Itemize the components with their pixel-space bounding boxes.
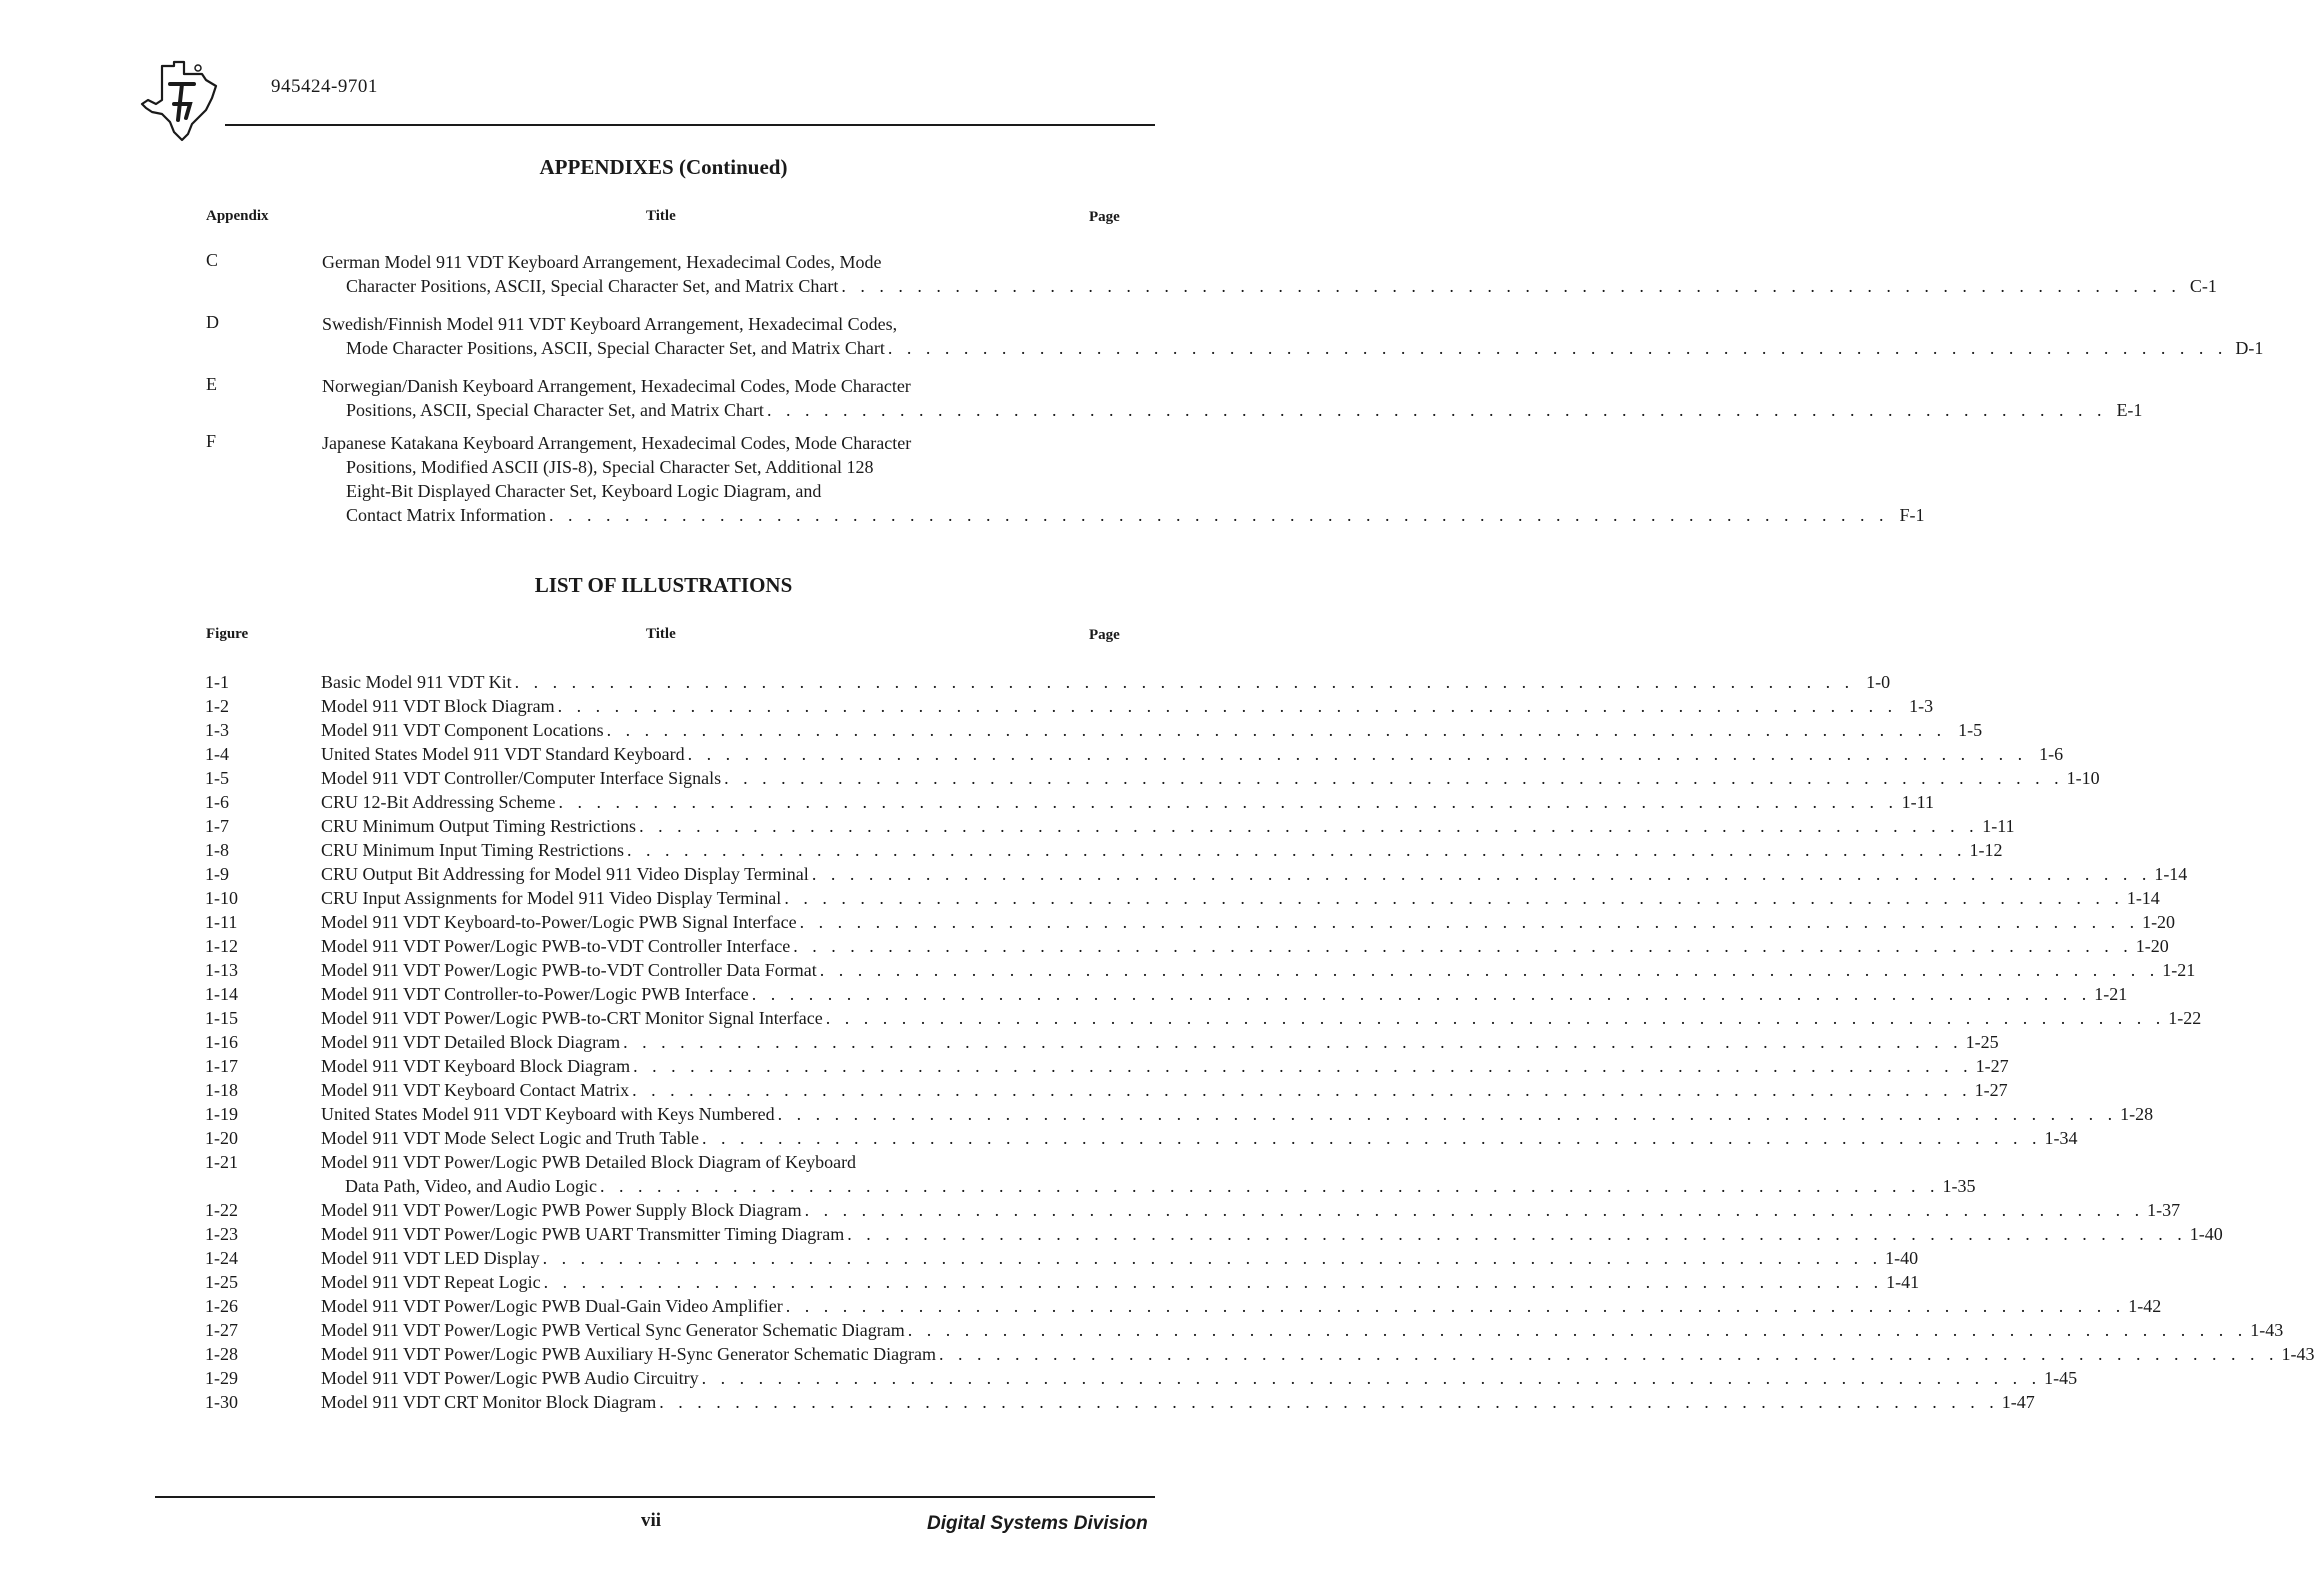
entry-title-line — [321, 766, 2100, 790]
entry-title-text: CRU Minimum Input Timing Restrictions — [321, 840, 625, 860]
figure-entry — [0, 742, 2064, 766]
dot-leader: . . . . . . . . . . . . . . . . . . . . . . . . . . . . . . . . . . . . . . . . . . . . . . . . . . . . . . . . . . . . . . . . . . . . . . . — [793, 936, 2133, 956]
entry-page-number: C-1 — [2189, 276, 2217, 296]
figure-entry — [0, 1390, 2035, 1414]
figure-column-header: Figure — [206, 626, 249, 642]
entry-title-line — [321, 934, 2169, 958]
entry-page-number: 1-20 — [2142, 912, 2176, 932]
page-column-header: Page — [1089, 209, 1120, 225]
figure-number: 1-13 — [205, 960, 238, 980]
figure-entry — [0, 1078, 2008, 1102]
figure-number: 1-26 — [205, 1296, 238, 1316]
figure-entry — [0, 1318, 2284, 1342]
dot-leader: . . . . . . . . . . . . . . . . . . . . . . . . . . . . . . . . . . . . . . . . . . . . . . . . . . . . . . . . . . . . . . . . . . . . . . . — [558, 792, 1898, 812]
entry-title-line — [321, 1270, 1920, 1294]
figure-number: 1-12 — [205, 936, 238, 956]
entry-title-line — [321, 1150, 1120, 1174]
entry-title-text: Model 911 VDT Power/Logic PWB Vertical Sync Generator Schematic Diagram — [321, 1320, 905, 1340]
entry-page-number: D-1 — [2235, 338, 2264, 358]
entry-page-number: F-1 — [1899, 505, 1925, 525]
figure-entry — [0, 1294, 2162, 1318]
entry-title-text: Model 911 VDT Power/Logic PWB Dual-Gain Video Amplifier — [321, 1296, 783, 1316]
entry-title-text: Model 911 VDT Mode Select Logic and Truth Table — [321, 1128, 700, 1148]
entry-title-text: Model 911 VDT Power/Logic PWB-to-VDT Controller Data Format — [321, 960, 817, 980]
entry-title-line — [321, 1294, 2162, 1318]
entry-title-line — [321, 670, 1891, 694]
dot-leader: . . . . . . . . . . . . . . . . . . . . . . . . . . . . . . . . . . . . . . . . . . . . . . . . . . . . . . . . . . . . . . . . . . . . . . . — [785, 1296, 2126, 1316]
entry-page-number: 1-40 — [2189, 1224, 2223, 1244]
entry-title-text: Model 911 VDT Power/Logic PWB Audio Circuitry — [321, 1368, 699, 1388]
entry-title-text: Japanese Katakana Keyboard Arrangement, Hexadecimal Codes, Mode Character — [322, 433, 912, 453]
entry-title-text: Model 911 VDT Power/Logic PWB Detailed Block Diagram of Keyboard — [321, 1152, 857, 1172]
figure-entry — [0, 1366, 2078, 1390]
entry-title-line — [321, 1246, 1919, 1270]
illustration-page-column-header: Page — [1089, 627, 1120, 643]
figure-number: 1-16 — [205, 1032, 238, 1052]
entry-title-line — [321, 718, 1983, 742]
entry-title-line — [346, 398, 2143, 422]
entry-title-line — [321, 958, 2196, 982]
appendix-letter: D — [206, 312, 219, 332]
figure-number: 1-17 — [205, 1056, 238, 1076]
division-name: Digital Systems Division — [927, 1513, 1148, 1534]
entry-title-line — [322, 312, 1120, 336]
entry-title-text: Positions, Modified ASCII (JIS-8), Special Character Set, Additional 128 — [346, 457, 874, 477]
figure-entry — [0, 862, 2188, 886]
entry-page-number: 1-43 — [2281, 1344, 2315, 1364]
entry-title-line — [346, 503, 1925, 527]
entry-page-number: 1-20 — [2135, 936, 2169, 956]
entry-title-text: Model 911 VDT CRT Monitor Block Diagram — [321, 1392, 657, 1412]
entry-title-line — [321, 1126, 2078, 1150]
figure-number: 1-27 — [205, 1320, 238, 1340]
header-divider — [225, 124, 1155, 126]
figure-number: 1-23 — [205, 1224, 238, 1244]
dot-leader: . . . . . . . . . . . . . . . . . . . . . . . . . . . . . . . . . . . . . . . . . . . . . . . . . . . . . . . . . . . . . . . . . . . . . . . — [701, 1368, 2042, 1388]
entry-page-number: 1-12 — [1969, 840, 2003, 860]
entry-title-text: CRU Input Assignments for Model 911 Video Display Terminal — [321, 888, 782, 908]
entry-title-text: United States Model 911 VDT Standard Keyboard — [321, 744, 685, 764]
entry-title-text: Model 911 VDT Controller/Computer Interface Signals — [321, 768, 722, 788]
illustrations-title: LIST OF ILLUSTRATIONS — [534, 573, 793, 597]
entry-page-number: 1-22 — [2168, 1008, 2202, 1028]
entry-page-number: 1-10 — [2066, 768, 2100, 788]
figure-number: 1-7 — [205, 816, 229, 836]
entry-title-line — [321, 838, 2003, 862]
figure-number: 1-28 — [205, 1344, 238, 1364]
figure-entry — [0, 910, 2176, 934]
dot-leader: . . . . . . . . . . . . . . . . . . . . . . . . . . . . . . . . . . . . . . . . . . . . . . . . . . . . . . . . . . . . . . . . . . . . . . . — [766, 400, 2107, 420]
figure-entry — [0, 766, 2100, 790]
entry-page-number: 1-37 — [2147, 1200, 2181, 1220]
entry-title-text: Model 911 VDT Block Diagram — [321, 696, 555, 716]
figure-entry — [0, 1342, 2315, 1366]
figure-entry — [0, 1198, 2181, 1222]
entry-page-number: 1-42 — [2128, 1296, 2162, 1316]
entry-title-line — [322, 250, 1120, 274]
document-number: 945424-9701 — [271, 76, 378, 97]
entry-title-line — [322, 431, 1120, 455]
figure-number: 1-11 — [205, 912, 238, 932]
dot-leader: . . . . . . . . . . . . . . . . . . . . . . . . . . . . . . . . . . . . . . . . . . . . . . . . . . . . . . . . . . . . . . . . . . . . . . . — [939, 1344, 2279, 1364]
entry-page-number: 1-40 — [1885, 1248, 1919, 1268]
entry-title-text: Contact Matrix Information — [346, 505, 546, 525]
figure-number: 1-22 — [205, 1200, 238, 1220]
dot-leader: . . . . . . . . . . . . . . . . . . . . . . . . . . . . . . . . . . . . . . . . . . . . . . . . . . . . . . . . . . . . . . . . . . . . . . . — [847, 1224, 2187, 1244]
dot-leader: . . . . . . . . . . . . . . . . . . . . . . . . . . . . . . . . . . . . . . . . . . . . . . . . . . . . . . . . . . . . . . . . . . . . . . . — [887, 338, 2228, 358]
figure-number: 1-3 — [205, 720, 229, 740]
figure-entry — [0, 718, 1983, 742]
entry-page-number: 1-14 — [2126, 888, 2160, 908]
figure-number: 1-25 — [205, 1272, 238, 1292]
entry-page-number: 1-43 — [2250, 1320, 2284, 1340]
entry-title-text: Model 911 VDT Keyboard-to-Power/Logic PWB Signal Interface — [321, 912, 797, 932]
figure-number: 1-21 — [205, 1152, 238, 1172]
dot-leader: . . . . . . . . . . . . . . . . . . . . . . . . . . . . . . . . . . . . . . . . . . . . . . . . . . . . . . . . . . . . . . . . . . . . . . . — [542, 1248, 1883, 1268]
figure-entry — [0, 886, 2160, 910]
figure-number: 1-29 — [205, 1368, 238, 1388]
entry-title-text: Swedish/Finnish Model 911 VDT Keyboard Arrangement, Hexadecimal Codes, — [322, 314, 898, 334]
entry-title-line — [321, 694, 1934, 718]
figure-number: 1-6 — [205, 792, 229, 812]
entry-title-line — [346, 455, 1120, 479]
figure-entry — [0, 1246, 1919, 1270]
dot-leader: . . . . . . . . . . . . . . . . . . . . . . . . . . . . . . . . . . . . . . . . . . . . . . . . . . . . . . . . . . . . . . . . . . . . . . . — [557, 696, 1898, 716]
entry-page-number: 1-5 — [1958, 720, 1983, 740]
entry-title-text: Model 911 VDT Component Locations — [321, 720, 604, 740]
entry-title-line — [321, 862, 2188, 886]
entry-page-number: 1-3 — [1909, 696, 1934, 716]
figure-entry — [0, 1102, 2154, 1126]
entry-page-number: E-1 — [2116, 400, 2143, 420]
figure-number: 1-8 — [205, 840, 229, 860]
entry-title-line — [321, 1318, 2284, 1342]
entry-title-text: Norwegian/Danish Keyboard Arrangement, Hexadecimal Codes, Mode Character — [322, 376, 911, 396]
entry-title-text: Model 911 VDT Keyboard Block Diagram — [321, 1056, 631, 1076]
figure-number: 1-24 — [205, 1248, 238, 1268]
entry-title-line — [321, 1390, 2035, 1414]
entry-page-number: 1-21 — [2162, 960, 2196, 980]
entry-title-line — [321, 1366, 2078, 1390]
figure-number: 1-30 — [205, 1392, 238, 1412]
entry-page-number: 1-34 — [2044, 1128, 2078, 1148]
dot-leader: . . . . . . . . . . . . . . . . . . . . . . . . . . . . . . . . . . . . . . . . . . . . . . . . . . . . . . . . . . . . . . . . . . . . . . . — [627, 840, 1967, 860]
figure-number: 1-20 — [205, 1128, 238, 1148]
entry-page-number: 1-14 — [2154, 864, 2188, 884]
dot-leader: . . . . . . . . . . . . . . . . . . . . . . . . . . . . . . . . . . . . . . . . . . . . . . . . . . . . . . . . . . . . . . . . . . . . . . . — [811, 864, 2152, 884]
dot-leader: . . . . . . . . . . . . . . . . . . . . . . . . . . . . . . . . . . . . . . . . . . . . . . . . . . . . . . . . . . . . . . . . . . . . . . . — [819, 960, 2160, 980]
entry-title-line — [345, 1174, 1976, 1198]
entry-title-line — [321, 1342, 2315, 1366]
figure-entry — [0, 814, 2015, 838]
figure-entry — [0, 1030, 1999, 1054]
entry-title-text: Model 911 VDT Power/Logic PWB-to-VDT Controller Interface — [321, 936, 791, 956]
figure-number: 1-5 — [205, 768, 229, 788]
dot-leader: . . . . . . . . . . . . . . . . . . . . . . . . . . . . . . . . . . . . . . . . . . . . . . . . . . . . . . . . . . . . . . . . . . . . . . . — [543, 1272, 1884, 1292]
entry-title-text: Character Positions, ASCII, Special Character Set, and Matrix Chart — [346, 276, 839, 296]
appendix-letter: E — [206, 374, 217, 394]
dot-leader: . . . . . . . . . . . . . . . . . . . . . . . . . . . . . . . . . . . . . . . . . . . . . . . . . . . . . . . . . . . . . . . . . . . . . . . — [623, 1032, 1963, 1052]
texas-ti-logo-icon — [140, 60, 220, 142]
figure-number: 1-18 — [205, 1080, 238, 1100]
figure-entry — [0, 790, 1934, 814]
entry-title-text: Model 911 VDT LED Display — [321, 1248, 540, 1268]
entry-page-number: 1-27 — [1975, 1056, 2009, 1076]
dot-leader: . . . . . . . . . . . . . . . . . . . . . . . . . . . . . . . . . . . . . . . . . . . . . . . . . . . . . . . . . . . . . . . . . . . . . . . — [606, 720, 1947, 740]
dot-leader: . . . . . . . . . . . . . . . . . . . . . . . . . . . . . . . . . . . . . . . . . . . . . . . . . . . . . . . . . . . . . . . . . . . . . . . — [907, 1320, 2248, 1340]
entry-title-line — [321, 1054, 2009, 1078]
entry-title-text: Model 911 VDT Controller-to-Power/Logic PWB Interface — [321, 984, 749, 1004]
dot-leader: . . . . . . . . . . . . . . . . . . . . . . . . . . . . . . . . . . . . . . . . . . . . . . . . . . . . . . . . . . . . . . . . . . . . . . . — [639, 816, 1979, 836]
entry-page-number: 1-21 — [2094, 984, 2128, 1004]
entry-title-line — [346, 274, 2217, 298]
figure-number: 1-2 — [205, 696, 229, 716]
entry-title-text: Model 911 VDT Keyboard Contact Matrix — [321, 1080, 630, 1100]
footer-divider — [155, 1496, 1155, 1498]
figure-number: 1-1 — [205, 672, 229, 692]
entry-title-text: Positions, ASCII, Special Character Set, and Matrix Chart — [346, 400, 764, 420]
entry-title-text: CRU Minimum Output Timing Restrictions — [321, 816, 637, 836]
figure-number: 1-10 — [205, 888, 238, 908]
entry-title-text: Model 911 VDT Power/Logic PWB Auxiliary H-Sync Generator Schematic Diagram — [321, 1344, 937, 1364]
entry-title-line — [321, 1030, 1999, 1054]
dot-leader: . . . . . . . . . . . . . . . . . . . . . . . . . . . . . . . . . . . . . . . . . . . . . . . . . . . . . . . . . . . . . . . . . . . . . . . — [687, 744, 2028, 764]
figure-number: 1-4 — [205, 744, 229, 764]
appendixes-title: APPENDIXES (Continued) — [539, 155, 788, 179]
entry-page-number: 1-45 — [2044, 1368, 2078, 1388]
dot-leader: . . . . . . . . . . . . . . . . . . . . . . . . . . . . . . . . . . . . . . . . . . . . . . . . . . . . . . . . . . . . . . . . . . . . . . . — [659, 1392, 1999, 1412]
entry-page-number: 1-11 — [1982, 816, 2015, 836]
figure-number: 1-14 — [205, 984, 238, 1004]
figure-entry — [0, 1150, 1976, 1196]
figure-entry — [0, 670, 1891, 694]
entry-title-line — [321, 1198, 2181, 1222]
entry-title-line — [321, 886, 2160, 910]
appendix-column-header: Appendix — [206, 208, 269, 224]
figure-entry — [0, 838, 2003, 862]
entry-title-text: United States Model 911 VDT Keyboard with Keys Numbered — [321, 1104, 775, 1124]
entry-title-text: Eight-Bit Displayed Character Set, Keyboard Logic Diagram, and — [346, 481, 822, 501]
entry-title-line — [346, 336, 2264, 360]
dot-leader: . . . . . . . . . . . . . . . . . . . . . . . . . . . . . . . . . . . . . . . . . . . . . . . . . . . . . . . . . . . . . . . . . . . . . . . — [804, 1200, 2145, 1220]
entry-page-number: 1-27 — [1974, 1080, 2008, 1100]
entry-title-line — [321, 1102, 2154, 1126]
figure-entry — [0, 1126, 2078, 1150]
entry-title-text: CRU Output Bit Addressing for Model 911 Video Display Terminal — [321, 864, 809, 884]
dot-leader: . . . . . . . . . . . . . . . . . . . . . . . . . . . . . . . . . . . . . . . . . . . . . . . . . . . . . . . . . . . . . . . . . . . . . . . — [514, 672, 1855, 692]
entry-page-number: 1-41 — [1886, 1272, 1920, 1292]
entry-page-number: 1-47 — [2001, 1392, 2035, 1412]
dot-leader: . . . . . . . . . . . . . . . . . . . . . . . . . . . . . . . . . . . . . . . . . . . . . . . . . . . . . . . . . . . . . . . . . . . . . . . — [548, 505, 1889, 525]
figure-number: 1-9 — [205, 864, 229, 884]
figure-number: 1-15 — [205, 1008, 238, 1028]
entry-title-line — [322, 374, 1120, 398]
figure-entry — [0, 1222, 2223, 1246]
entry-title-text: Model 911 VDT Detailed Block Diagram — [321, 1032, 621, 1052]
dot-leader: . . . . . . . . . . . . . . . . . . . . . . . . . . . . . . . . . . . . . . . . . . . . . . . . . . . . . . . . . . . . . . . . . . . . . . . — [724, 768, 2064, 788]
appendix-letter: C — [206, 250, 219, 270]
dot-leader: . . . . . . . . . . . . . . . . . . . . . . . . . . . . . . . . . . . . . . . . . . . . . . . . . . . . . . . . . . . . . . . . . . . . . . . — [632, 1080, 1972, 1100]
illustration-title-column-header: Title — [646, 626, 676, 642]
entry-title-text: Model 911 VDT Repeat Logic — [321, 1272, 541, 1292]
entry-page-number: 1-6 — [2039, 744, 2064, 764]
entry-title-line — [321, 1078, 2008, 1102]
entry-page-number: 1-35 — [1942, 1176, 1976, 1196]
entry-title-line — [321, 814, 2015, 838]
entry-title-text: German Model 911 VDT Keyboard Arrangement, Hexadecimal Codes, Mode — [322, 252, 882, 272]
entry-title-line — [321, 742, 2064, 766]
entry-page-number: 1-28 — [2120, 1104, 2154, 1124]
entry-title-line — [321, 910, 2176, 934]
dot-leader: . . . . . . . . . . . . . . . . . . . . . . . . . . . . . . . . . . . . . . . . . . . . . . . . . . . . . . . . . . . . . . . . . . . . . . . — [799, 912, 2140, 932]
dot-leader: . . . . . . . . . . . . . . . . . . . . . . . . . . . . . . . . . . . . . . . . . . . . . . . . . . . . . . . . . . . . . . . . . . . . . . . — [825, 1008, 2166, 1028]
page-number: vii — [641, 1510, 662, 1531]
entry-title-line — [346, 479, 1120, 503]
figure-entry — [0, 958, 2196, 982]
figure-entry — [0, 1054, 2009, 1078]
figure-number: 1-19 — [205, 1104, 238, 1124]
entry-title-text: CRU 12-Bit Addressing Scheme — [321, 792, 556, 812]
entry-page-number: 1-25 — [1965, 1032, 1999, 1052]
figure-entry — [0, 1270, 1920, 1294]
dot-leader: . . . . . . . . . . . . . . . . . . . . . . . . . . . . . . . . . . . . . . . . . . . . . . . . . . . . . . . . . . . . . . . . . . . . . . . — [633, 1056, 1973, 1076]
dot-leader: . . . . . . . . . . . . . . . . . . . . . . . . . . . . . . . . . . . . . . . . . . . . . . . . . . . . . . . . . . . . . . . . . . . . . . . — [784, 888, 2124, 908]
figure-entry — [0, 982, 2128, 1006]
entry-title-text: Basic Model 911 VDT Kit — [321, 672, 512, 692]
entry-title-text: Model 911 VDT Power/Logic PWB UART Transmitter Timing Diagram — [321, 1224, 845, 1244]
dot-leader: . . . . . . . . . . . . . . . . . . . . . . . . . . . . . . . . . . . . . . . . . . . . . . . . . . . . . . . . . . . . . . . . . . . . . . . — [751, 984, 2092, 1004]
entry-title-text: Data Path, Video, and Audio Logic — [345, 1176, 598, 1196]
dot-leader: . . . . . . . . . . . . . . . . . . . . . . . . . . . . . . . . . . . . . . . . . . . . . . . . . . . . . . . . . . . . . . . . . . . . . . . — [702, 1128, 2042, 1148]
figure-entry — [0, 694, 1934, 718]
dot-leader: . . . . . . . . . . . . . . . . . . . . . . . . . . . . . . . . . . . . . . . . . . . . . . . . . . . . . . . . . . . . . . . . . . . . . . . — [841, 276, 2181, 296]
entry-title-line — [321, 790, 1934, 814]
dot-leader: . . . . . . . . . . . . . . . . . . . . . . . . . . . . . . . . . . . . . . . . . . . . . . . . . . . . . . . . . . . . . . . . . . . . . . . — [777, 1104, 2118, 1124]
title-column-header: Title — [646, 208, 676, 224]
entry-title-line — [321, 982, 2128, 1006]
figure-entry — [0, 1006, 2202, 1030]
entry-title-line — [321, 1222, 2223, 1246]
entry-title-text: Mode Character Positions, ASCII, Special Character Set, and Matrix Chart — [346, 338, 885, 358]
appendix-letter: F — [206, 431, 217, 451]
entry-page-number: 1-0 — [1866, 672, 1891, 692]
entry-title-text: Model 911 VDT Power/Logic PWB-to-CRT Monitor Signal Interface — [321, 1008, 823, 1028]
entry-page-number: 1-11 — [1901, 792, 1934, 812]
figure-entry — [0, 934, 2169, 958]
dot-leader: . . . . . . . . . . . . . . . . . . . . . . . . . . . . . . . . . . . . . . . . . . . . . . . . . . . . . . . . . . . . . . . . . . . . . . . — [600, 1176, 1940, 1196]
entry-title-line — [321, 1006, 2202, 1030]
entry-title-text: Model 911 VDT Power/Logic PWB Power Supply Block Diagram — [321, 1200, 802, 1220]
